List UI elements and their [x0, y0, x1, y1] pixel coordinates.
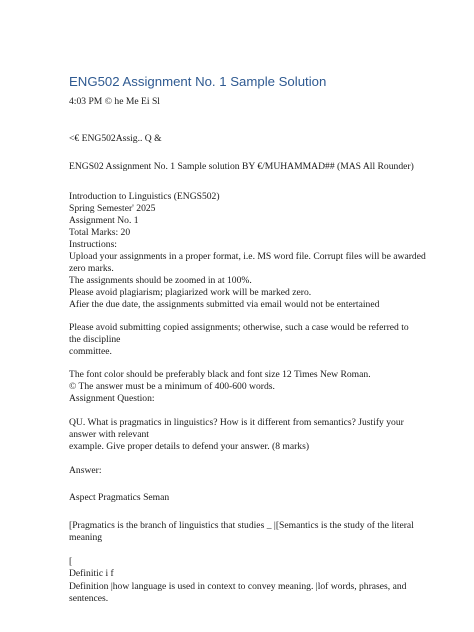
semester: Spring Semester' 2025 — [69, 203, 156, 214]
document-title: ENG502 Assignment No. 1 Sample Solution — [69, 74, 327, 89]
instruction-line: zero marks. — [69, 263, 114, 274]
question-heading: Assignment Question: — [69, 393, 155, 404]
table-row-line: [ — [69, 556, 73, 567]
instructions-heading: Instructions: — [69, 239, 117, 250]
instruction-line: The font color should be preferably black and font size 12 Times New Roman. — [69, 369, 371, 380]
instruction-line: Afier the due date, the assignments submitted via email would not be entertained — [69, 299, 380, 310]
instruction-line: © The answer must be a minimum of 400-600 words. — [69, 381, 275, 392]
question-line: QU. What is pragmatics in linguistics? How is it different from semantics? Justify your — [69, 417, 404, 428]
question-line: example. Give proper details to defend your answer. (8 marks) — [69, 441, 310, 452]
navigation-line: <€ ENG502Assig.. Q & — [69, 133, 162, 144]
instruction-line: Please avoid submitting copied assignments; otherwise, such a case would be referred to — [69, 322, 409, 333]
total-marks: Total Marks: 20 — [69, 227, 131, 238]
instruction-line: Please avoid plagiarism; plagiarized work will be marked zero. — [69, 287, 312, 298]
table-header-line: Aspect Pragmatics Seman — [69, 492, 170, 503]
table-row-line: Definition |how language is used in context to convey meaning. |lof words, phrases, and — [69, 581, 407, 592]
answer-heading: Answer: — [69, 465, 102, 476]
table-row-line: meaning — [69, 532, 103, 543]
question-line: answer with relevant — [69, 429, 149, 440]
instruction-line: committee. — [69, 346, 112, 357]
instruction-line: The assignments should be zoomed in at 100%. — [69, 275, 252, 286]
instruction-line: Upload your assignments in a proper format, i.e. MS word file. Corrupt files will be awarded — [69, 251, 426, 262]
instruction-line: the discipline — [69, 334, 121, 345]
assignment-number: Assignment No. 1 — [69, 215, 139, 226]
heading-line: ENGS02 Assignment No. 1 Sample solution BY €/MUHAMMAD## (MAS All Rounder) — [69, 161, 414, 172]
table-row-line: Definitic i f — [69, 568, 114, 579]
table-row-line: sentences. — [69, 593, 109, 604]
table-row-line: [Pragmatics is the branch of linguistics that studies _ |[Semantics is the study of the literal — [69, 520, 414, 531]
timestamp-line: 4:03 PM © he Me Ei Sl — [69, 96, 160, 107]
course-name: Introduction to Linguistics (ENGS502) — [69, 191, 220, 202]
